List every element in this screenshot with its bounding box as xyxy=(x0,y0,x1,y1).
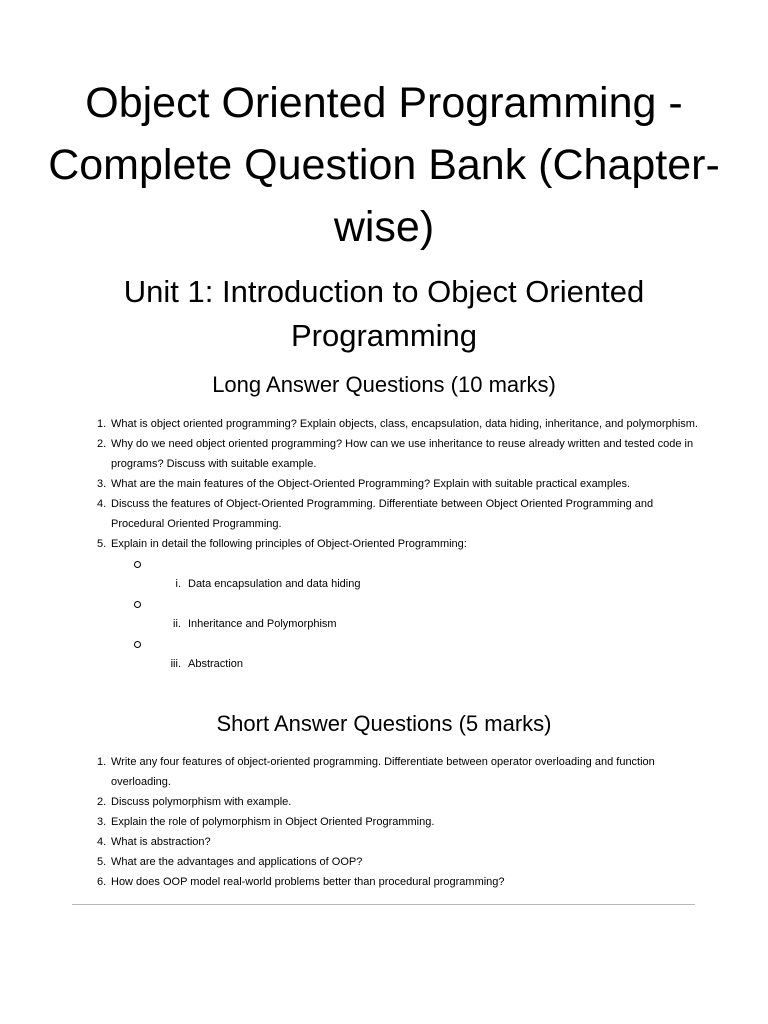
list-item xyxy=(97,792,701,812)
principles-sublist xyxy=(111,554,701,674)
question-number: 1. xyxy=(97,756,107,768)
question-text: What is abstraction? xyxy=(111,836,211,848)
subitem-number: i. xyxy=(175,578,181,590)
question-number: 5. xyxy=(97,856,107,868)
question-text: How does OOP model real-world problems better than procedural programming? xyxy=(111,876,505,888)
question-text: Discuss polymorphism with example. xyxy=(111,796,292,808)
subitem-text: Data encapsulation and data hiding xyxy=(188,578,361,590)
list-item xyxy=(97,852,701,872)
list-item xyxy=(97,414,701,434)
list-item xyxy=(97,474,701,494)
question-number: 5. xyxy=(97,538,107,550)
short-answer-list xyxy=(97,752,701,892)
circle-bullet-icon xyxy=(134,641,141,648)
subitem-number: iii. xyxy=(170,658,181,670)
question-number: 1. xyxy=(97,418,107,430)
question-text: Why do we need object oriented programming? How can we use inheritance to reuse already written and tested code in programs? Discuss with suitable example. xyxy=(111,438,694,470)
question-number: 3. xyxy=(97,816,107,828)
subitem-text: Abstraction xyxy=(188,658,244,670)
question-text: What are the main features of the Object-Oriented Programming? Explain with suitable practical examples. xyxy=(111,478,631,490)
list-item xyxy=(97,494,701,534)
document-title: Object Oriented Programming - Complete Question Bank (Chapter-wise) xyxy=(48,79,720,251)
question-number: 6. xyxy=(97,876,107,888)
horizontal-divider xyxy=(72,904,695,905)
list-item xyxy=(97,872,701,892)
list-item xyxy=(97,812,701,832)
sublist-item xyxy=(111,634,701,674)
question-number: 2. xyxy=(97,438,107,450)
long-answer-list xyxy=(97,414,701,674)
circle-bullet-icon xyxy=(134,561,141,568)
circle-bullet-icon xyxy=(134,601,141,608)
question-text: What is object oriented programming? Explain objects, class, encapsulation, data hiding, inheritance, and polymorphism. xyxy=(111,418,698,430)
sublist-item xyxy=(111,594,701,634)
question-text: Explain the role of polymorphism in Object Oriented Programming. xyxy=(111,816,435,828)
subitem-number: ii. xyxy=(173,618,181,630)
list-item xyxy=(97,832,701,852)
question-text: What are the advantages and applications of OOP? xyxy=(111,856,363,868)
question-text: Discuss the features of Object-Oriented Programming. Differentiate between Object Oriented Programming and Procedural Oriented Programming. xyxy=(111,498,654,530)
list-item xyxy=(97,752,701,792)
sublist-item xyxy=(111,554,701,594)
question-text: Write any four features of object-oriented programming. Differentiate between operator overloading and function overloading. xyxy=(111,756,655,788)
list-item xyxy=(97,434,701,474)
unit-title: Unit 1: Introduction to Object Oriented Programming xyxy=(123,274,645,353)
question-text: Explain in detail the following principles of Object-Oriented Programming: xyxy=(111,538,467,550)
question-number: 4. xyxy=(97,836,107,848)
question-number: 4. xyxy=(97,498,107,510)
question-number: 3. xyxy=(97,478,107,490)
subitem-text: Inheritance and Polymorphism xyxy=(188,618,337,630)
question-number: 2. xyxy=(97,796,107,808)
long-answer-heading: Long Answer Questions (10 marks) xyxy=(212,372,556,397)
list-item xyxy=(97,534,701,674)
short-answer-heading: Short Answer Questions (5 marks) xyxy=(216,711,552,736)
